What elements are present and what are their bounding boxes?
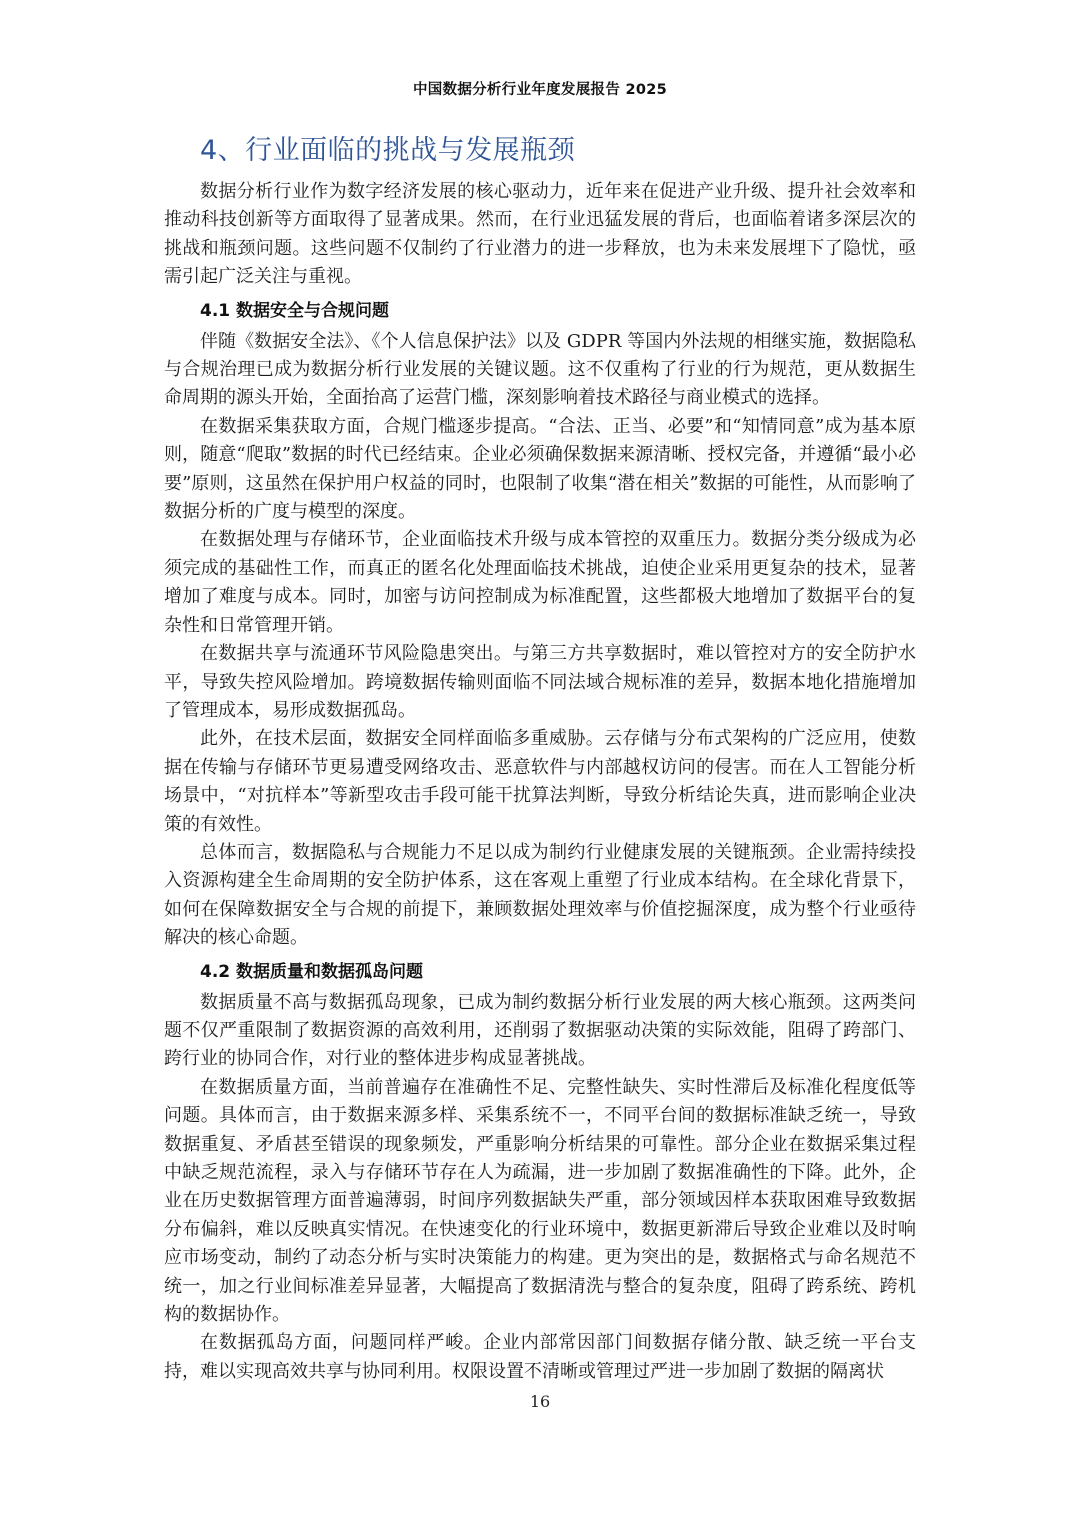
paragraph: 数据质量不高与数据孤岛现象，已成为制约数据分析行业发展的两大核心瓶颈。这两类问题不仅严重限制了数据资源的高效利用，还削弱了数据驱动决策的实际效能，阻碍了跨部门、跨行业的协同合作，对行业的整体进步构成显著挑战。 [164,991,916,1070]
running-header: 中国数据分析行业年度发展报告 2025 [412,82,668,98]
subsection-heading-data-quality: 4.2 数据质量和数据孤岛问题 [200,961,424,982]
paragraph: 在数据处理与存储环节，企业面临技术升级与成本管控的双重压力。数据分类分级成为必须完成的基础性工作，而真正的匿名化处理面临技术挑战，迫使企业采用更复杂的技术，显著增加了难度与成本。同时，加密与访问控制成为标准配置，这些都极大地增加了数据平台的复杂性和日常管理开销。 [164,529,916,636]
paragraph: 伴随《数据安全法》、《个人信息保护法》以及 GDPR 等国内外法规的相继实施，数据隐私与合规治理已成为数据分析行业发展的关键议题。这不仅重构了行业的行为规范，更从数据生命周期的源头开始，全面抬高了运营门槛，深刻影响着技术路径与商业模式的选择。 [164,330,916,409]
paragraph: 在数据孤岛方面，问题同样严峻。企业内部常因部门间数据存储分散、缺乏统一平台支持，难以实现高效共享与协同利用。权限设置不清晰或管理过严进一步加剧了数据的隔离状 [164,1332,916,1382]
body-content [164,178,916,1386]
paragraph: 总体而言，数据隐私与合规能力不足以成为制约行业健康发展的关键瓶颈。企业需持续投入资源构建全生命周期的安全防护体系，这在客观上重塑了行业成本结构。在全球化背景下，如何在保障数据安全与合规的前提下，兼顾数据处理效率与价值挖掘深度，成为整个行业亟待解决的核心命题。 [164,841,916,949]
page-number: 16 [529,1392,551,1411]
paragraph: 在数据共享与流通环节风险隐患突出。与第三方共享数据时，难以管控对方的安全防护水平，导致失控风险增加。跨境数据传输则面临不同法域合规标准的差异，数据本地化措施增加了管理成本，易形成数据孤岛。 [164,643,916,721]
subsection-heading-data-security: 4.1 数据安全与合规问题 [200,300,390,321]
paragraph: 在数据采集获取方面，合规门槛逐步提高。“合法、正当、必要”和“知情同意”成为基本原则，随意“爬取”数据的时代已经结束。企业必须确保数据来源清晰、授权完备，并遵循“最小必要”原则，这虽然在保护用户权益的同时，也限制了收集“潜在相关”数据的可能性，从而影响了数据分析的广度与模型的深度。 [164,415,916,523]
paragraph: 在数据质量方面，当前普遍存在准确性不足、完整性缺失、实时性滞后及标准化程度低等问题。具体而言，由于数据来源多样、采集系统不一，不同平台间的数据标准缺乏统一，导致数据重复、矛盾甚至错误的现象频发，严重影响分析结果的可靠性。部分企业在数据采集过程中缺乏规范流程，录入与存储环节存在人为疏漏，进一步加剧了数据准确性的下降。此外，企业在历史数据管理方面普遍薄弱，时间序列数据缺失严重，部分领域因样本获取困难导致数据分布偏斜，难以反映真实情况。在快速变化的行业环境中，数据更新滞后导致企业难以及时响应市场变动，制约了动态分析与实时决策能力的构建。更为突出的是，数据格式与命名规范不统一，加之行业间标准差异显著，大幅提高了数据清洗与整合的复杂度，阻碍了跨系统、跨机构的数据协作。 [164,1076,916,1326]
paragraph: 此外，在技术层面，数据安全同样面临多重威胁。云存储与分布式架构的广泛应用，使数据在传输与存储环节更易遭受网络攻击、恶意软件与内部越权访问的侵害。而在人工智能分析场景中，“对抗样本”等新型攻击手段可能干扰算法判断，导致分析结论失真，进而影响企业决策的有效性。 [164,728,916,835]
intro-paragraph: 数据分析行业作为数字经济发展的核心驱动力，近年来在促进产业升级、提升社会效率和推动科技创新等方面取得了显著成果。然而，在行业迅猛发展的背后，也面临着诸多深层次的挑战和瓶颈问题。这些问题不仅制约了行业潜力的进一步释放，也为未来发展埋下了隐忧，亟需引起广泛关注与重视。 [164,181,916,288]
section-title: 4、行业面临的挑战与发展瓶颈 [200,135,576,166]
